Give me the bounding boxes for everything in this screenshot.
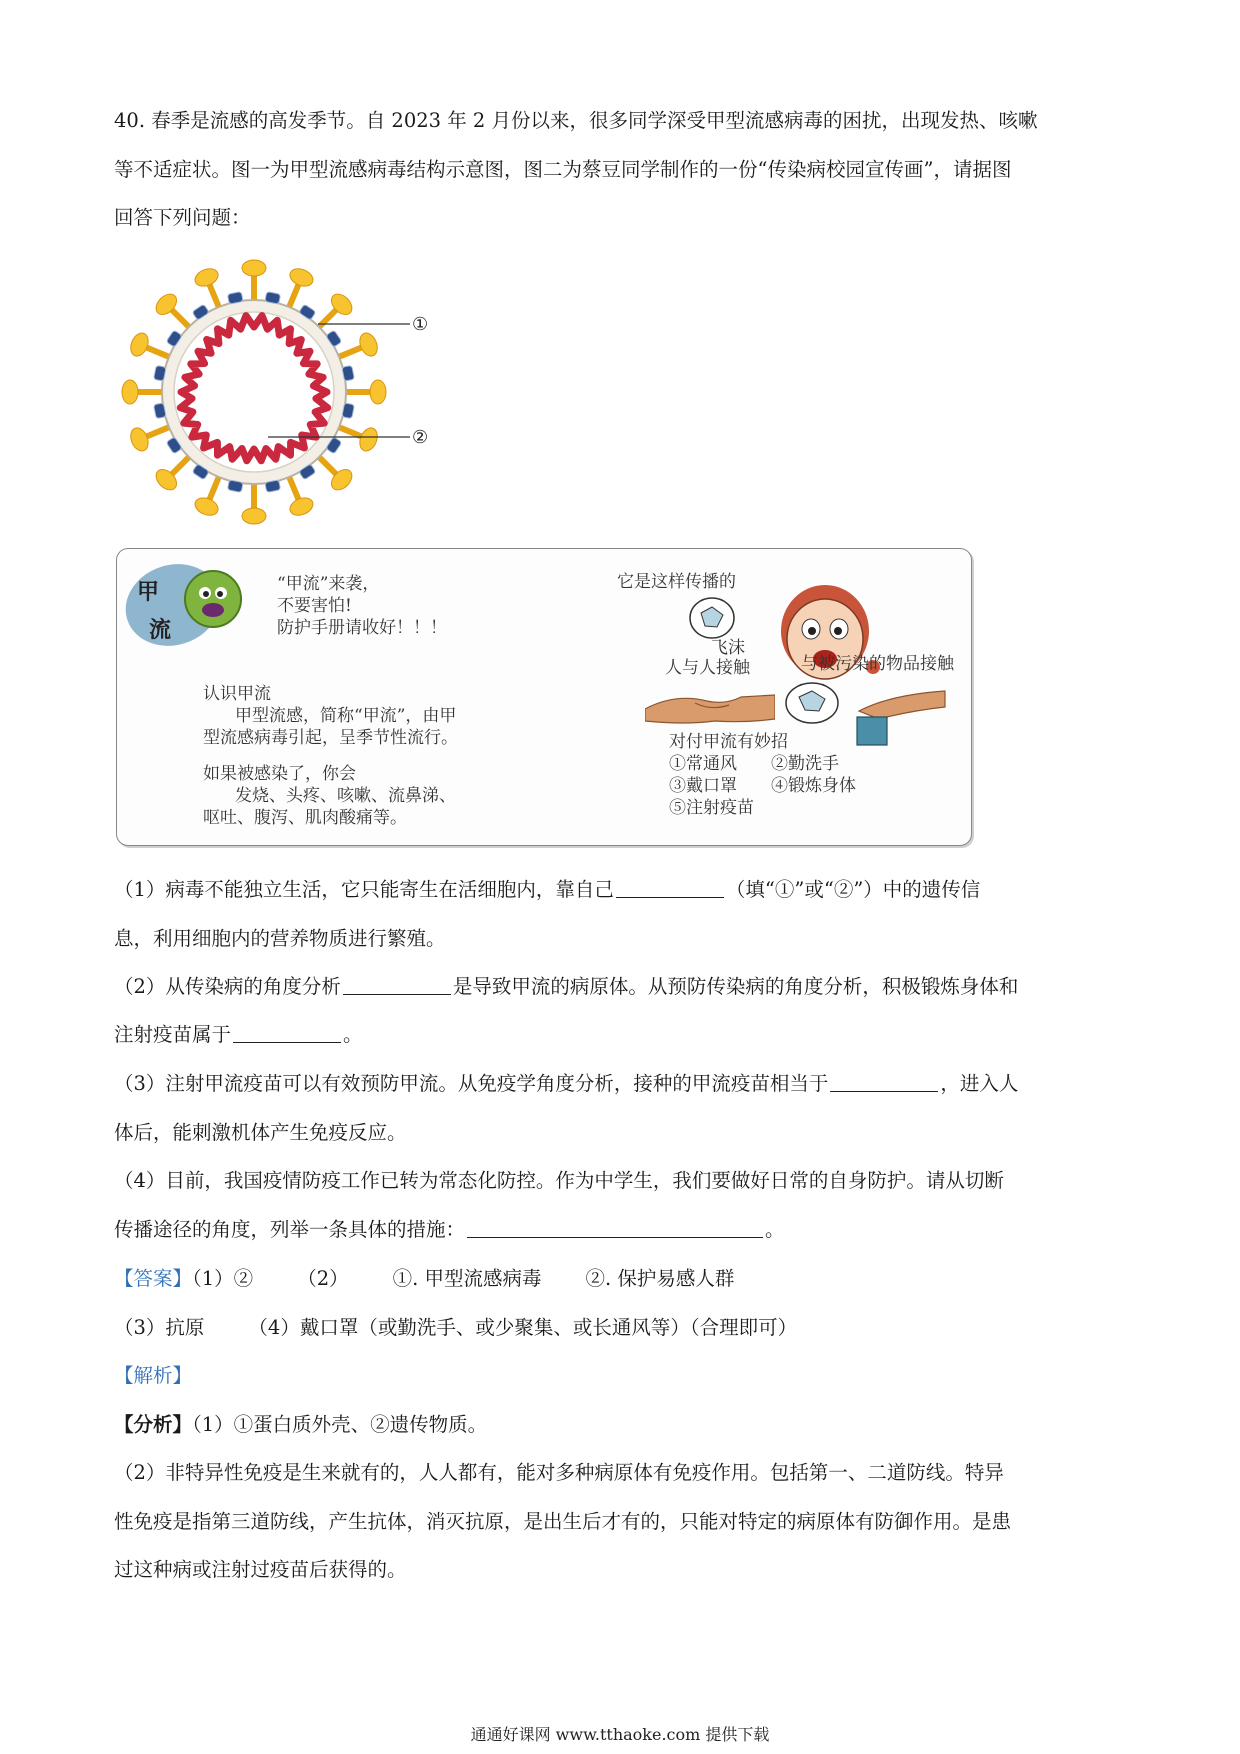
poster-spread-droplet: 飞沫 [711, 638, 745, 658]
q2-text-c: 注射疫苗属于 [114, 1023, 232, 1046]
poster-spread-contact: 人与人接触 [665, 658, 750, 678]
question-line-1: 40. 春季是流感的高发季节。自 2023 年 2 月份以来，很多同学深受甲型流感病毒的困扰，出现发热、咳嗽 [114, 109, 1038, 132]
answer-tag: 【答案】 [114, 1267, 193, 1290]
answer-part-2: （2） [297, 1267, 349, 1290]
spike-stalk [337, 347, 363, 358]
poster-spread-object: 与被污染的物品接触 [801, 654, 954, 674]
q4-text-b: 传播途径的角度，列举一条具体的措施： [114, 1218, 466, 1241]
spike-head [127, 425, 151, 453]
flu-germ-icon [123, 553, 253, 653]
spike-stalk [288, 475, 299, 501]
poster-tip-3: ③戴口罩 [669, 776, 737, 796]
surface-protein [265, 292, 281, 305]
answer-part-3: （3）抗原 [114, 1316, 205, 1339]
spike-stalk [209, 283, 220, 309]
poster-symptom-2: 呕吐、腹泻、肌肉酸痛等。 [203, 808, 407, 828]
spike-head [287, 495, 315, 519]
poster-tip-4: ④锻炼身体 [771, 776, 856, 796]
q2-line-2 [114, 1020, 363, 1050]
q4-answer-blank[interactable] [467, 1215, 763, 1238]
surface-protein [227, 292, 243, 305]
poster-spread-title: 它是这样传播的 [617, 572, 736, 592]
girl-face-icon [769, 575, 881, 693]
analysis-tag: 【解析】 [114, 1364, 193, 1387]
spike-head [192, 495, 220, 519]
surface-protein [227, 480, 243, 493]
spike-stalk [209, 475, 220, 501]
spike-stalk [145, 426, 171, 437]
spike-stalk [288, 283, 299, 309]
poster-tip-1: ①常通风 [669, 754, 737, 774]
spike-head [127, 330, 151, 358]
answer-part-1: （1）② [192, 1267, 254, 1290]
spike-stalk [318, 309, 338, 329]
analysis-line-3: 性免疫是指第三道防线，产生抗体，消灭抗原，是出生后才有的，只能对特定的病原体有防御作用。是患 [114, 1510, 1012, 1533]
page-footer: 通通好课网 www.tthaoke.com 提供下载 [470, 1725, 770, 1744]
poster-know-title: 认识甲流 [203, 684, 271, 704]
q1-line-1 [114, 875, 980, 905]
analysis-line-4: 过这种病或注射过疫苗后获得的。 [114, 1558, 407, 1581]
question-line-2: 等不适症状。图一为甲型流感病毒结构示意图，图二为蔡豆同学制作的一份“传染病校园宣传画”，请据图 [114, 158, 1012, 181]
analysis-text-1: （1）①蛋白质外壳、②遗传物质。 [192, 1413, 488, 1436]
poster-know-2: 型流感病毒引起，呈季节性流行。 [203, 728, 458, 748]
analysis-line-2: （2）非特异性免疫是生来就有的，人人都有，能对多种病原体有免疫作用。包括第一、二道防线。特异 [114, 1461, 1004, 1484]
spike-head [242, 508, 266, 524]
surface-protein [342, 403, 355, 419]
analysis-sub-tag: 【分析】 [114, 1413, 193, 1436]
spike-head [357, 330, 381, 358]
spike-stalk [337, 426, 363, 437]
surface-protein [342, 365, 355, 381]
figure-label-2: ② [412, 427, 429, 448]
q3-line-2: 体后，能刺激机体产生免疫反应。 [114, 1121, 407, 1144]
q1-text-b: （填“①”或“②”）中的遗传信 [725, 878, 981, 901]
q2-answer-blank-2[interactable] [233, 1020, 341, 1043]
figure-label-1: ① [412, 314, 429, 335]
q1-answer-blank[interactable] [616, 875, 724, 898]
spike-stalk [318, 456, 338, 476]
poster-intro-2: 不要害怕! [277, 596, 352, 616]
answer-part-4: （4）戴口罩（或勤洗手、或少聚集、或长通风等）（合理即可） [248, 1316, 798, 1339]
contaminated-cup-icon [849, 681, 949, 747]
q4-text-c: 。 [765, 1218, 785, 1241]
handshake-icon [645, 679, 775, 731]
spike-head [357, 425, 381, 453]
answer-part-2b: ②. 保护易感人群 [585, 1267, 735, 1290]
q2-text-d: 。 [343, 1023, 363, 1046]
contact-virus-icon [783, 679, 841, 727]
badge-char-1: 甲 [137, 580, 160, 605]
spike-head [287, 265, 315, 289]
q3-answer-blank[interactable] [830, 1069, 938, 1092]
spike-head [370, 380, 386, 404]
analysis-line-1 [114, 1410, 487, 1440]
surface-protein [154, 403, 167, 419]
q2-line-1 [114, 972, 1018, 1002]
q3-line-1 [114, 1069, 1018, 1099]
poster-tips-title: 对付甲流有妙招 [669, 732, 788, 752]
q2-answer-blank-1[interactable] [343, 972, 451, 995]
campus-poster [116, 548, 972, 846]
surface-protein [154, 365, 167, 381]
answer-line-2 [114, 1313, 797, 1343]
q1-line-2: 息，利用细胞内的营养物质进行繁殖。 [114, 927, 446, 950]
surface-protein [265, 480, 281, 493]
badge-char-2: 流 [149, 618, 172, 643]
virus-structure-figure [118, 258, 448, 530]
answer-line-1 [114, 1264, 734, 1294]
poster-tip-5: ⑤注射疫苗 [669, 798, 754, 818]
poster-intro-1: “甲流”来袭， [277, 574, 380, 594]
question-line-3: 回答下列问题： [114, 206, 251, 229]
poster-symptom-title: 如果被感染了，你会 [203, 764, 356, 784]
spike-stalk [171, 309, 191, 329]
q3-text-a: （3）注射甲流疫苗可以有效预防甲流。从免疫学角度分析，接种的甲流疫苗相当于 [114, 1072, 829, 1095]
q1-text-a: （1）病毒不能独立生活，它只能寄生在活细胞内，靠自己 [114, 878, 614, 901]
poster-tip-2: ②勤洗手 [771, 754, 839, 774]
q4-line-1: （4）目前，我国疫情防疫工作已转为常态化防控。作为中学生，我们要做好日常的自身防护。请从切断 [114, 1169, 1004, 1192]
q3-text-b: ，进入人 [940, 1072, 1019, 1095]
q2-text-a: （2）从传染病的角度分析 [114, 975, 341, 998]
q4-line-2 [114, 1215, 785, 1245]
q2-text-b: 是导致甲流的病原体。从预防传染病的角度分析，积极锻炼身体和 [452, 975, 1019, 998]
spike-stalk [145, 347, 171, 358]
poster-intro-3: 防护手册请收好！！！ [277, 618, 447, 638]
droplet-virus-icon [687, 593, 737, 643]
answer-part-2a: ①. 甲型流感病毒 [392, 1267, 542, 1290]
spike-head [192, 265, 220, 289]
poster-know-1: 甲型流感，简称“甲流”，由甲 [235, 706, 457, 726]
spike-head [122, 380, 138, 404]
spike-head [242, 260, 266, 276]
spike-stalk [171, 456, 191, 476]
poster-symptom-1: 发烧、头疼、咳嗽、流鼻涕、 [235, 786, 456, 806]
